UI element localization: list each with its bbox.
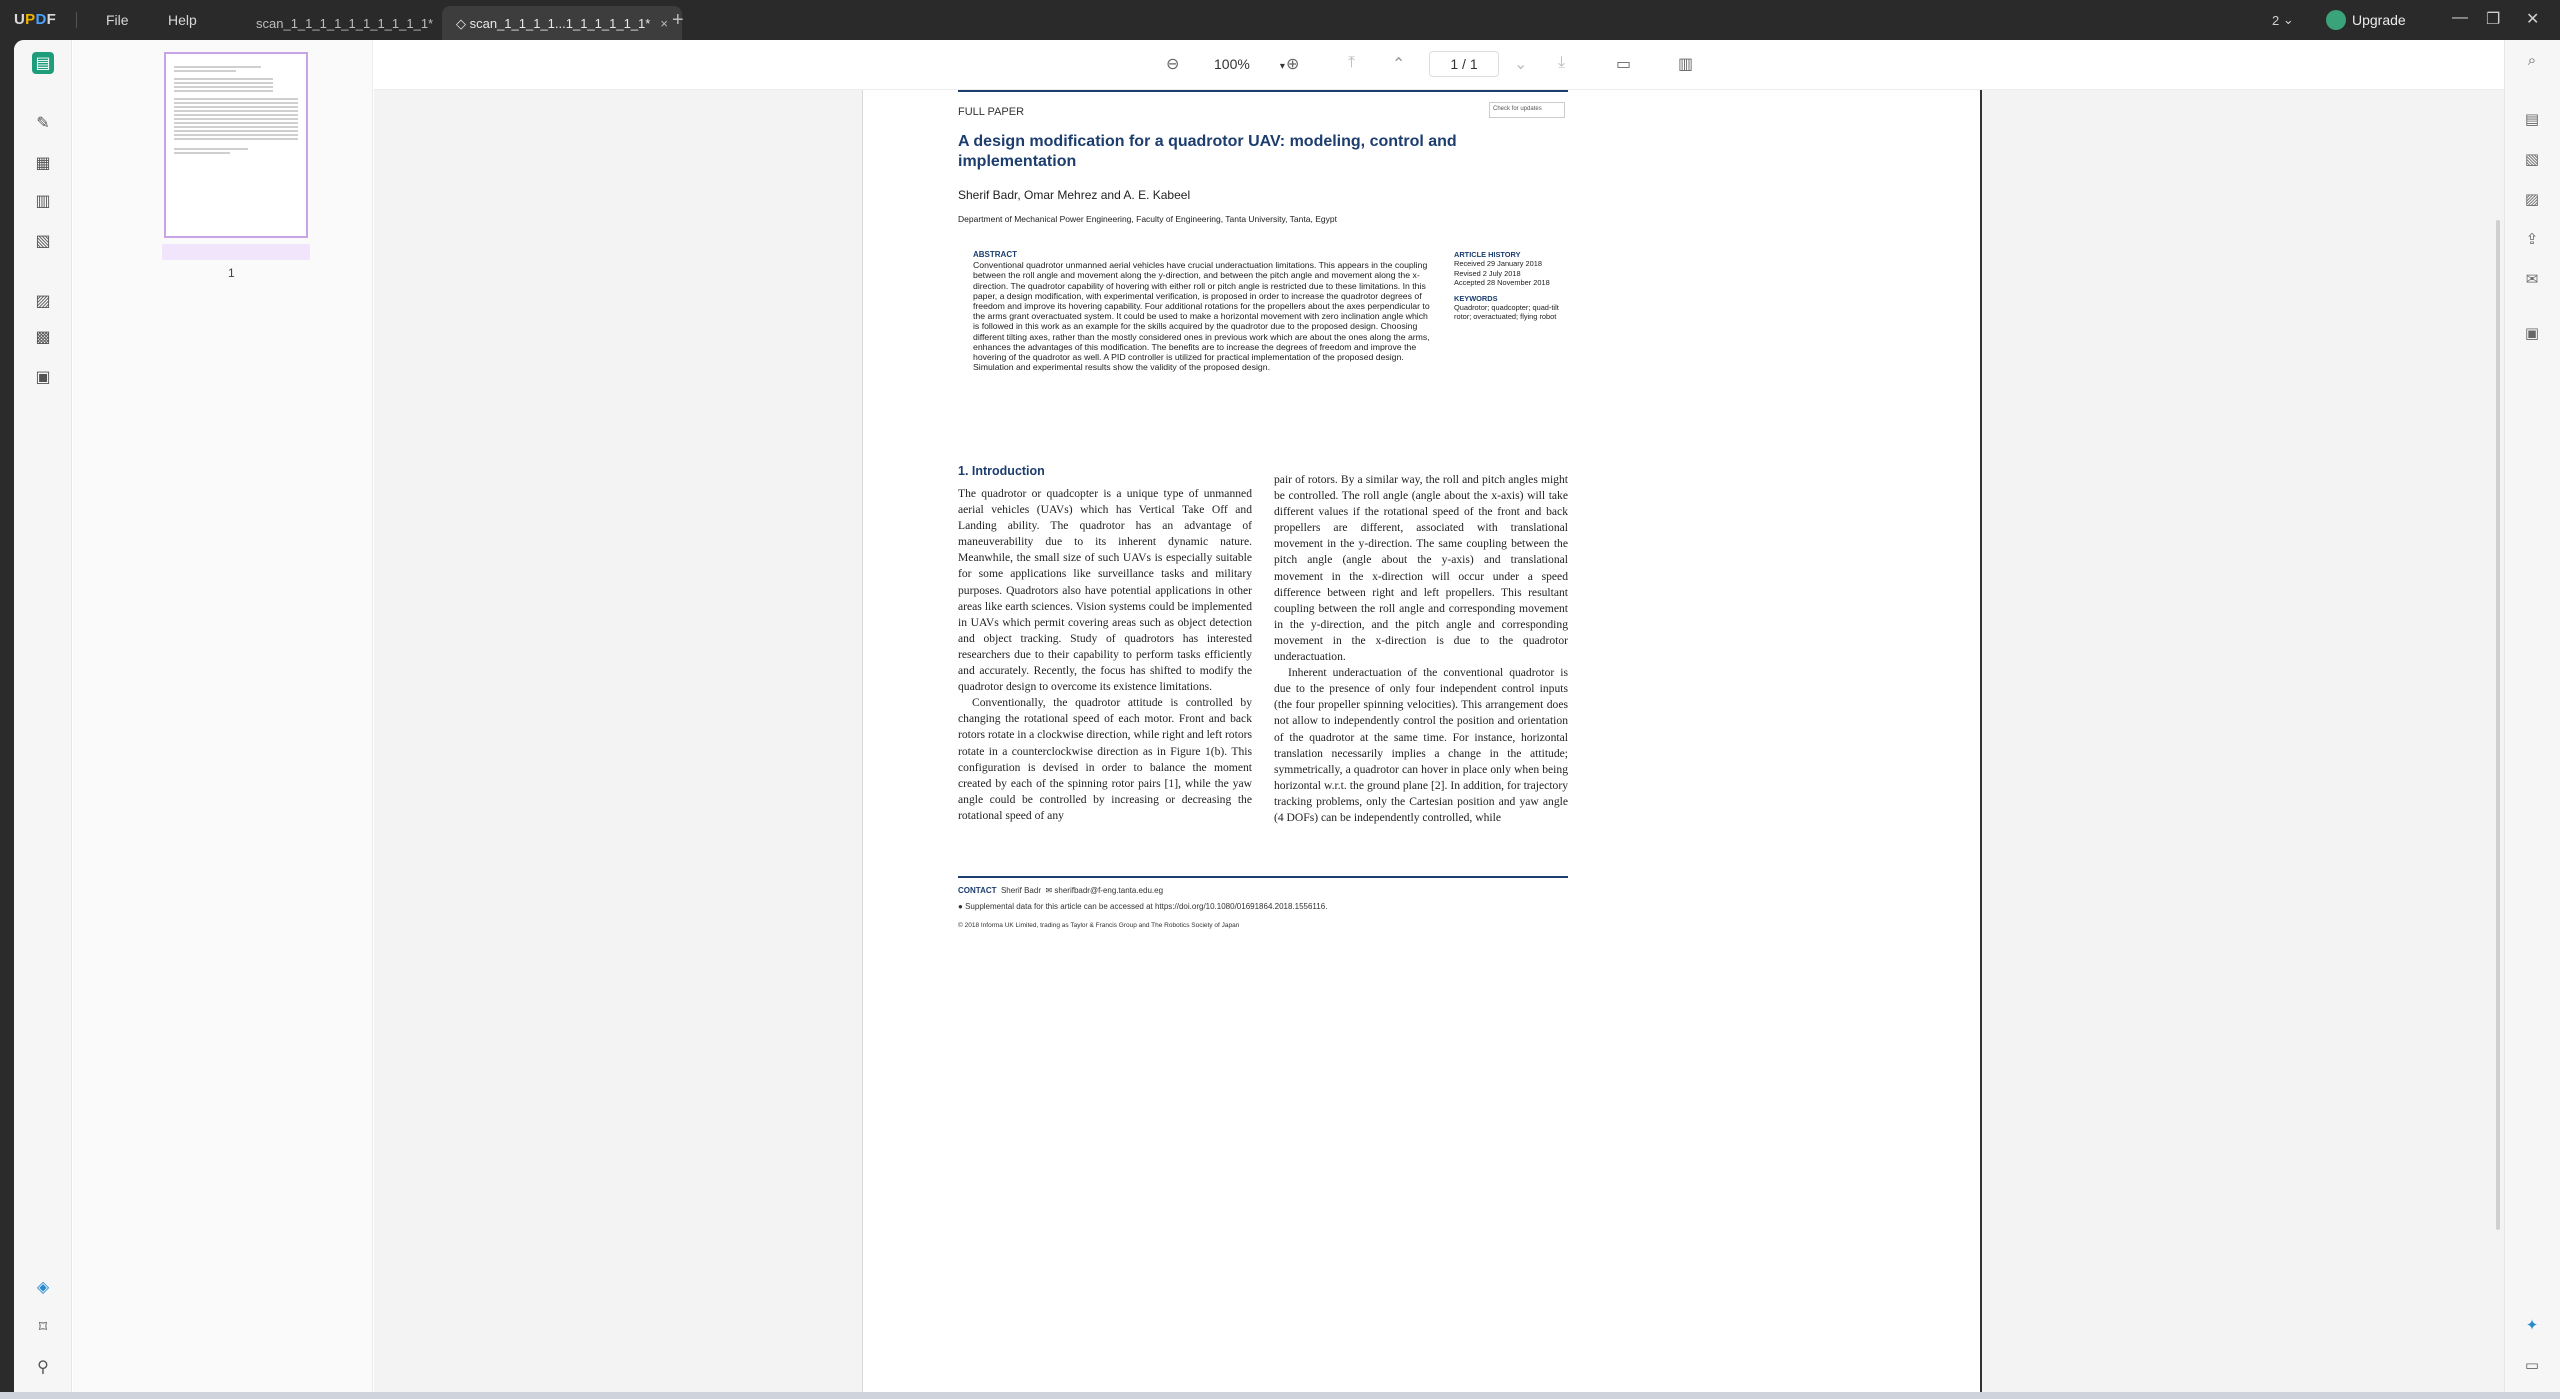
thumbnail-page-number: 1 xyxy=(228,266,235,280)
share-icon[interactable]: ⇪ xyxy=(2525,231,2539,248)
tab-label: scan_1_1_1_1...1_1_1_1_1_1* xyxy=(469,16,651,31)
paragraph: Inherent underactuation of the conventional quadrotor is due to the presence of only four independent control inputs (the four propeller spinning velocities). This arrangement does not allow to independently control the position and orientation of the quadrotor at the same time. For instance, horizontal translation necessarily implies a change in the attitude; symmetrically, a quadrotor can hover in place only when being horizontal w.r.t. the ground plane [2]. In addition, for trajectory tracking problems, only the Cartesian position and yaw angle (4 DOFs) can be independently controlled, while xyxy=(1274,666,1568,824)
previous-page-icon[interactable]: ⌃ xyxy=(1392,56,1406,73)
close-tab-icon[interactable]: × xyxy=(660,16,668,31)
organize-icon[interactable]: ▥ xyxy=(35,193,51,210)
comment-icon[interactable]: ✎ xyxy=(36,115,50,132)
tab-document-1[interactable] xyxy=(242,6,447,40)
paragraph: Conventionally, the quadrotor attitude is controlled by changing the rotational speed of each motor. Front and back rotors rotate in a clockwise direction, while right and left rotors rotate in a counterclockwise direction as in Figure 1(b). This configuration is devised in order to balance the moment created by each of the spinning rotor pairs [1], while the yaw angle could be controlled by increasing or decreasing the rotational speed of any xyxy=(958,696,1252,822)
close-window-icon[interactable]: ✕ xyxy=(2526,11,2540,28)
protect-icon[interactable]: ▨ xyxy=(35,293,51,310)
supplemental-line: ● Supplemental data for this article can be accessed at https://doi.org/10.1080/01691864.2018.1556116. xyxy=(958,902,1328,911)
first-page-icon[interactable]: ⤒ xyxy=(1348,54,1356,71)
body-column-left xyxy=(958,486,1252,824)
pdf-page xyxy=(862,90,1982,1392)
new-tab-button[interactable]: + xyxy=(672,9,684,31)
window-count-dropdown[interactable]: 2 ⌄ xyxy=(2272,12,2294,28)
layers-icon[interactable]: ◈ xyxy=(36,1279,50,1296)
copyright-line: © 2018 Informa UK Limited, trading as Taylor & Francis Group and The Robotics Society of Japan xyxy=(958,922,1240,929)
contact-line: CONTACT Sherif Badr ✉ sherifbadr@f-eng.tanta.edu.eg xyxy=(958,886,1164,895)
search-icon[interactable]: ⌕ xyxy=(2527,52,2537,69)
document-viewer[interactable] xyxy=(374,40,2504,1392)
keywords-text: Quadrotor; quadcopter; quad-tilt rotor; overactuated; flying robot xyxy=(1454,303,1559,322)
email-icon: ✉ xyxy=(1045,886,1053,895)
tab-document-2[interactable] xyxy=(442,6,682,40)
left-toolbar xyxy=(14,40,72,1392)
main-frame xyxy=(14,40,2560,1392)
history-received: Received 29 January 2018 xyxy=(1454,259,1542,269)
restore-icon[interactable]: ❐ xyxy=(2486,11,2501,28)
article-type: FULL PAPER xyxy=(958,106,1025,118)
page-layout-icon[interactable]: ▥ xyxy=(1678,56,1694,73)
avatar xyxy=(2326,10,2346,30)
bottom-edge xyxy=(0,1392,2560,1399)
article-history xyxy=(1454,250,1569,322)
app-logo: UPDF xyxy=(14,11,57,28)
last-page-icon[interactable]: ⤓ xyxy=(1558,54,1566,71)
next-page-icon[interactable]: ⌄ xyxy=(1514,56,1528,73)
abstract-block xyxy=(973,250,1433,372)
abstract-heading: ABSTRACT xyxy=(973,250,1017,259)
edit-icon[interactable]: ▦ xyxy=(35,155,51,172)
zoom-in-icon[interactable]: ⊕ xyxy=(1286,56,1300,73)
header-rule xyxy=(958,90,1568,92)
chevron-down-icon: ⌄ xyxy=(2279,12,2294,27)
ocr-icon[interactable]: ▤ xyxy=(2524,111,2540,128)
title-divider xyxy=(76,12,77,28)
abstract-text: Conventional quadrotor unmanned aerial vehicles have crucial underactuation limitations. This appears in the coupling between the roll angle and movement along the y-direction, and between the pitch angle and movement along the x-direction. The quadrotor capability of hovering with either roll or pitch angle is restricted due to these limitations. In this paper, a design modification, with experimental verification, is proposed in order to increase the quadrotor degrees of freedom and improve its hovering capability. Four additional rotations for the propellers about the axes perpendicular to the arms grant overactuated system. It could be used to make a horizontal movement with zero inclination angle which is followed in this work as an example for the skills acquired by the quadrotor due to the proposed design. Choosing different tilting axes, rather than the mostly considered ones in previous work which are about the ones along the arms, enhances the advantages of this modification. The benefits are to increase the degrees of freedom and improve the hovering of the quadrotor as well. A PID controller is utilized for practical implementation of the proposed design. Simulation and experimental results show the validity of the proposed design. xyxy=(973,260,1430,373)
crop-icon[interactable]: ▩ xyxy=(35,329,51,346)
paper-authors: Sherif Badr, Omar Mehrez and A. E. Kabeel xyxy=(958,188,1191,202)
convert-icon[interactable]: ▧ xyxy=(2524,151,2540,168)
reader-icon[interactable]: ▤ xyxy=(32,52,54,74)
page-thumbnail[interactable] xyxy=(164,52,308,238)
upgrade-button[interactable]: Upgrade xyxy=(2326,0,2406,40)
thumbnail-selection xyxy=(162,244,310,260)
title-bar xyxy=(0,0,2560,40)
zoom-out-icon[interactable]: ⊖ xyxy=(1166,56,1180,73)
ai-icon[interactable]: ✦ xyxy=(2525,1317,2539,1334)
view-toolbar xyxy=(374,40,2504,90)
form-icon[interactable]: ▧ xyxy=(35,233,51,250)
history-heading: ARTICLE HISTORY xyxy=(1454,250,1521,259)
thumbnail-panel xyxy=(73,40,373,1392)
history-accepted: Accepted 28 November 2018 xyxy=(1454,278,1550,288)
info-icon: ● xyxy=(958,902,963,911)
vertical-scrollbar[interactable] xyxy=(2496,220,2500,1230)
document-icon: ◇ xyxy=(456,16,470,31)
footer-rule xyxy=(958,876,1568,878)
minimize-icon[interactable]: — xyxy=(2452,9,2468,26)
paragraph: pair of rotors. By a similar way, the roll and pitch angles might be controlled. The roll angle (angle about the x-axis) will take different values if the rotational speed of the front and back propellers are different, associated with translational movement in the y-direction. The same coupling between the pitch angle (angle about the y-axis) and translational movement in the x-direction will occur under a speed difference between right and left propellers. This resultant coupling between the roll angle and corresponding movement in the y-direction, and the pitch angle and corresponding movement in the x-direction is due to the quadrotor underactuation. xyxy=(1274,473,1568,664)
introduction-heading: 1. Introduction xyxy=(958,464,1045,478)
paragraph: The quadrotor or quadcopter is a unique type of unmanned aerial vehicles (UAVs) which has Vertical Take Off and Landing ability. The quadrotor has an advantage of maneuverability due to its inherent dynamic nature. Meanwhile, the small size of such UAVs is especially suitable for some applications like surveillance tasks and military purposes. Quadrotors also have potential applications in other areas like earth sciences. Vision systems could be implemented in UAVs which permit covering areas such as object detection and object tracking. Study of quadrotors has interested researchers due to their capability to perform tasks efficiently and accurately. Recently, the focus has shifted to modify the quadrotor design to overcome its existence limitations. xyxy=(958,487,1252,694)
menu-file[interactable]: File xyxy=(106,12,129,28)
ocr-icon[interactable]: ▣ xyxy=(35,369,51,386)
attachment-icon[interactable]: ⚲ xyxy=(37,1359,49,1376)
save-icon[interactable]: ▣ xyxy=(2524,325,2540,342)
menu-help[interactable]: Help xyxy=(168,12,197,28)
page-number-input[interactable]: 1 / 1 xyxy=(1429,51,1499,77)
paper-title: A design modification for a quadrotor UAV: modeling, control and implementation xyxy=(958,133,1457,170)
check-for-updates-badge: Check for updates xyxy=(1489,102,1565,118)
body-column-right xyxy=(1274,472,1568,826)
tab-label: scan_1_1_1_1_1_1_1_1_1_1* xyxy=(256,16,434,31)
right-toolbar xyxy=(2504,40,2560,1392)
mail-icon[interactable]: ✉ xyxy=(2525,271,2539,288)
zoom-level[interactable]: 100% ▾ xyxy=(1214,56,1285,72)
keywords-heading: KEYWORDS xyxy=(1454,293,1498,303)
compress-icon[interactable]: ▨ xyxy=(2524,191,2540,208)
chevron-down-icon: ▾ xyxy=(1279,61,1285,72)
bookmark-icon[interactable]: ⌑ xyxy=(38,1319,48,1336)
history-revised: Revised 2 July 2018 xyxy=(1454,268,1521,278)
paper-affiliation: Department of Mechanical Power Engineering, Faculty of Engineering, Tanta University, Tanta, Egypt xyxy=(958,214,1337,224)
presentation-icon[interactable]: ▭ xyxy=(1616,56,1632,73)
comment-panel-icon[interactable]: ▭ xyxy=(2524,1357,2540,1374)
